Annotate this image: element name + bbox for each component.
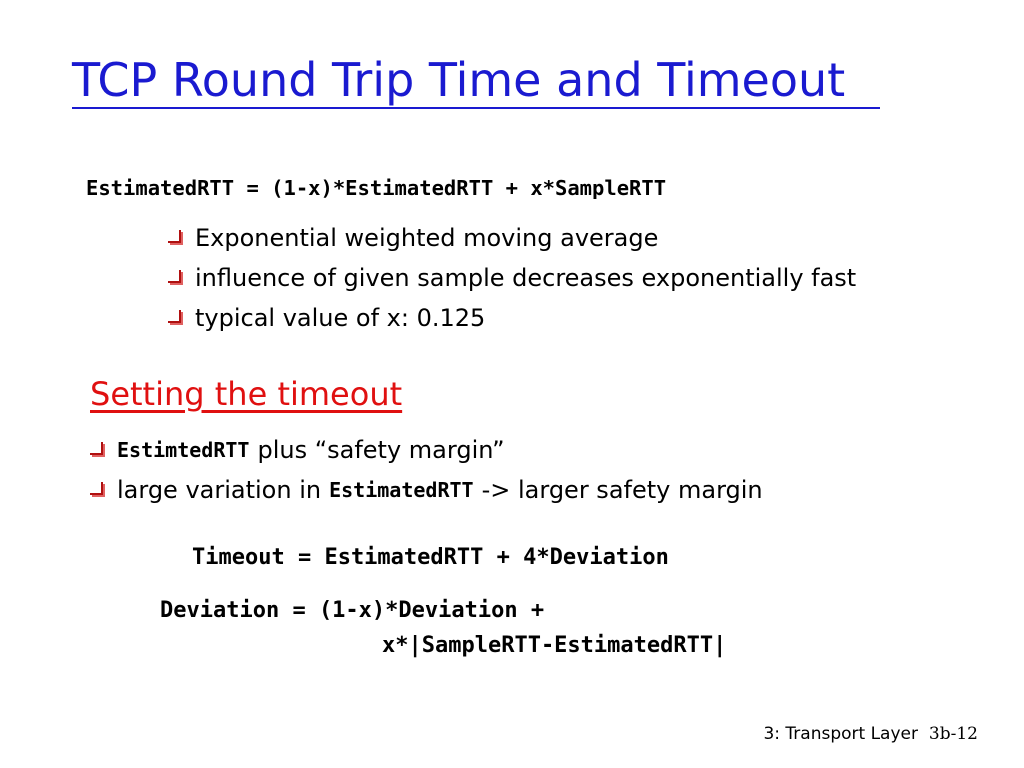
inline-code: EstimatedRTT xyxy=(329,478,474,502)
square-bullet-icon xyxy=(168,270,181,283)
square-bullet-icon xyxy=(90,442,103,455)
deviation-formula-line1: Deviation = (1-x)*Deviation + xyxy=(160,598,545,623)
list-item-text: large variation in xyxy=(117,476,322,504)
footer-page-number: 3b-12 xyxy=(928,724,978,744)
deviation-formula-line2: x*|SampleRTT-EstimatedRTT| xyxy=(382,633,727,658)
timeout-bullet-list xyxy=(90,430,763,510)
footer-chapter: 3: Transport Layer xyxy=(763,724,918,744)
list-item-text: influence of given sample decreases exponentially fast xyxy=(195,264,857,292)
list-item-text: plus “safety margin” xyxy=(257,436,505,464)
list-item xyxy=(90,470,763,510)
ewma-bullet-list xyxy=(168,218,856,338)
timeout-formula: Timeout = EstimatedRTT + 4*Deviation xyxy=(192,545,669,570)
list-item xyxy=(168,218,856,258)
title-underline xyxy=(72,107,880,109)
list-item-text: typical value of x: 0.125 xyxy=(195,304,486,332)
list-item xyxy=(90,430,763,470)
square-bullet-icon xyxy=(168,310,181,323)
list-item-text: -> larger safety margin xyxy=(481,476,763,504)
section-heading: Setting the timeout xyxy=(90,375,403,413)
list-item xyxy=(168,258,856,298)
square-bullet-icon xyxy=(90,482,103,495)
inline-code: EstimtedRTT xyxy=(117,438,250,462)
list-item xyxy=(168,298,856,338)
list-item-text: Exponential weighted moving average xyxy=(195,224,659,252)
square-bullet-icon xyxy=(168,230,181,243)
estimated-rtt-formula: EstimatedRTT = (1-x)*EstimatedRTT + x*SampleRTT xyxy=(86,176,667,200)
slide-title: TCP Round Trip Time and Timeout xyxy=(72,53,846,107)
